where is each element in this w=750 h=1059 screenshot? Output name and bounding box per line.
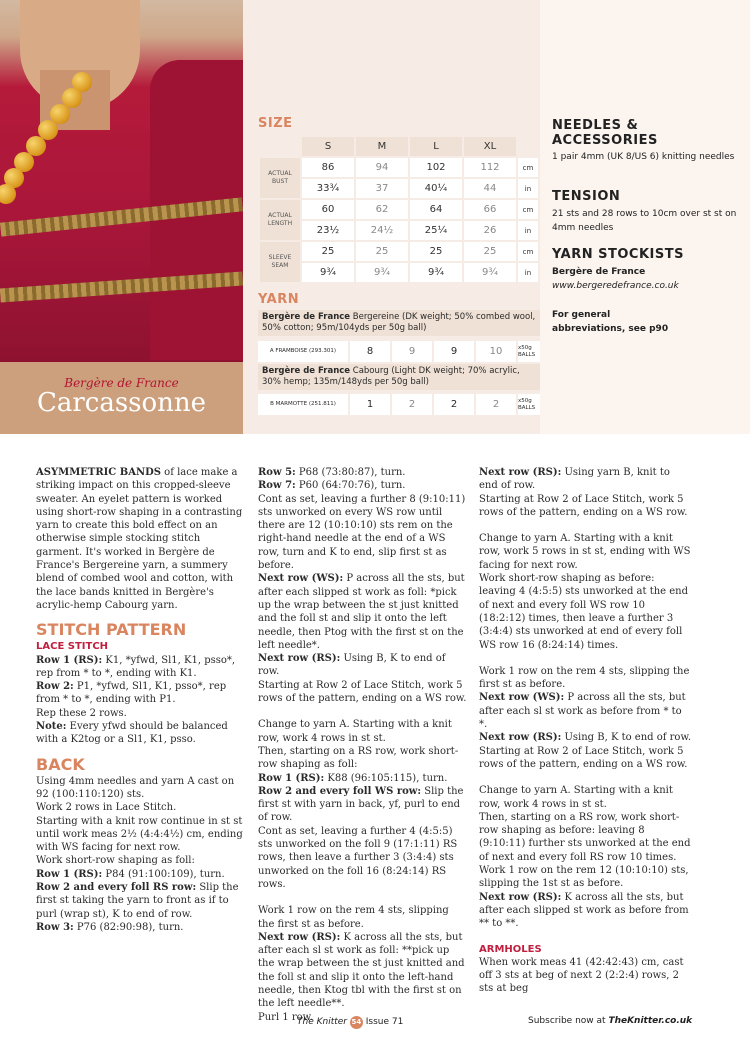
- row-label: ACTUAL BUST: [260, 158, 300, 198]
- row-label: Row 7:: [258, 480, 296, 492]
- armholes-heading: ARMHOLES: [479, 943, 542, 955]
- column-3: [479, 466, 691, 996]
- size-cell: 9¾: [464, 263, 516, 282]
- instruction-row: [479, 731, 691, 744]
- instruction-row: [36, 868, 244, 881]
- instruction-row: Purl 1 row.: [258, 1011, 314, 1023]
- instruction-row: [36, 881, 244, 921]
- row-text: P across all the sts, but after each slipped st work as foll: *pick up the wrap between the st just knitted and the foll st and slip it onto the left needle, then Ptog with the first st on the left needle*.: [258, 573, 465, 651]
- instruction-row: Starting at Row 2 of Lace Stitch, work 5 rows of the pattern, ending on a WS row.: [258, 679, 467, 705]
- column-2: [258, 466, 468, 1024]
- row-text: K88 (96:105:115), turn.: [324, 772, 448, 784]
- row-label: Next row (WS):: [258, 573, 344, 585]
- instruction-row: Starting at Row 2 of Lace Stitch, work 5 rows of the pattern, ending on a WS row.: [479, 745, 688, 770]
- tension-heading: TENSION: [552, 189, 621, 204]
- yarn-unit: x50g BALLS: [518, 341, 540, 362]
- unit-label: cm: [518, 158, 538, 177]
- size-cell: 37: [356, 179, 408, 198]
- size-cell: 112: [464, 158, 516, 177]
- yarn-qty: 9: [392, 341, 432, 362]
- instruction-row: Starting at Row 2 of Lace Stitch, work 5 rows of the pattern, ending on a WS row.: [479, 493, 688, 518]
- row-label: Next row (RS):: [258, 931, 341, 943]
- unit-label: in: [518, 221, 538, 240]
- instruction-row: Work 1 row on the rem 4 sts, slipping the first st as before.: [479, 665, 690, 691]
- yarn-qty: 2: [392, 394, 432, 415]
- instruction-row: [479, 891, 691, 931]
- row-text: Using yarn B, knit to end of row.: [479, 467, 670, 492]
- instruction-row: Work short-row shaping as foll:: [36, 855, 195, 867]
- row-label: Row 1 (RS):: [36, 654, 103, 666]
- instruction-row: Work 1 row on the rem 12 (10:10:10) sts, slipping the 1st st as before.: [479, 865, 689, 890]
- instruction-row: [258, 479, 468, 492]
- instruction-row: Cont as set, leaving a further 4 (4:5:5) sts unworked on the foll 9 (17:1:11) RS rows, then leave a further 3 (3:4:4) sts unworked on the foll 16 (8:24:14) RS rows.: [258, 825, 458, 890]
- row-text: K across all the sts, but after each slipped st work as before from ** to **.: [479, 891, 689, 930]
- size-cell: 25: [410, 242, 462, 261]
- page-number: 54: [350, 1016, 363, 1029]
- instruction-row: [36, 921, 244, 934]
- row-label: Row 5:: [258, 467, 296, 478]
- footer-subscribe: [528, 1016, 692, 1026]
- instruction-row: [258, 572, 468, 652]
- instruction-row: Then, starting on a RS row, work short-row shaping as foll:: [258, 745, 459, 771]
- row-text: Slip the first st taking the yarn to front as if to purl (wrap st), K to end of row.: [36, 882, 239, 920]
- row-text: P76 (82:90:98), turn.: [73, 921, 184, 933]
- yarn-qty: 1: [350, 394, 390, 415]
- intro-text: of lace make a striking impact on this cropped-sleeve sweater. An eyelet pattern is worked using short-row shaping in a contrasting yarn to create this bold effect on an otherwise simple stocking stitch garment. It's worked in Bergère de France's Bergereine yarn, a summery blend of combed wool and cotton, with the lace bands knitted in Bergère's acrylic-hemp Cabourg yarn.: [36, 467, 243, 611]
- yarn-a-row: [258, 341, 540, 362]
- size-cell: 33¾: [302, 179, 354, 198]
- instruction-row: [258, 652, 468, 679]
- yarn-heading: YARN: [258, 292, 300, 307]
- yarn-desc-text: Bergereine (DK weight; 50% combed wool, 50% cotton; 95m/104yds per 50g ball): [262, 312, 536, 333]
- instruction-row: Rep these 2 rows.: [36, 707, 127, 719]
- column-1: [36, 466, 244, 934]
- yarn-color-label: B MARMOTTE (251.811): [258, 394, 348, 415]
- size-cell: 25: [356, 242, 408, 261]
- instruction-row: [258, 772, 468, 785]
- needles-text: 1 pair 4mm (UK 8/US 6) knitting needles: [552, 152, 735, 162]
- size-col: M: [356, 137, 408, 156]
- needles-heading: NEEDLES & ACCESSORIES: [552, 118, 658, 148]
- intro-lead: ASYMMETRIC BANDS: [36, 467, 161, 478]
- issue-number: Issue 71: [365, 1017, 404, 1027]
- row-label: Row 1 (RS):: [36, 868, 103, 880]
- instruction-row: [258, 785, 468, 825]
- instruction-row: [479, 466, 691, 493]
- pattern-title: Carcassonne: [36, 388, 207, 418]
- instruction-row: [36, 720, 244, 747]
- stockists-heading: YARN STOCKISTS: [552, 247, 684, 262]
- row-text: Using B, K to end of row.: [561, 732, 692, 744]
- row-text: P1, *yfwd, Sl1, K1, psso*, rep from * to *, ending with P1.: [36, 681, 227, 706]
- size-cell: 60: [302, 200, 354, 219]
- size-col: L: [410, 137, 462, 156]
- magazine-name: The Knitter: [297, 1017, 348, 1027]
- yarn-unit: x50g BALLS: [518, 394, 540, 415]
- intro-paragraph: [36, 466, 244, 612]
- size-heading: SIZE: [258, 116, 293, 131]
- instruction-row: Change to yarn A. Starting with a knit row, work 4 rows in st st.: [479, 785, 673, 810]
- size-cell: 102: [410, 158, 462, 177]
- row-text: P60 (64:70:76), turn.: [295, 480, 406, 492]
- yarn-qty: 2: [476, 394, 516, 415]
- instruction-row: [479, 691, 691, 731]
- size-col: XL: [464, 137, 516, 156]
- lace-stitch-heading: LACE STITCH: [36, 641, 109, 653]
- necklace: [0, 72, 100, 212]
- size-col: S: [302, 137, 354, 156]
- size-cell: 62: [356, 200, 408, 219]
- row-text: Using B, K to end of row.: [258, 653, 446, 678]
- row-label: Row 3:: [36, 921, 74, 933]
- sweater-photo: [0, 0, 243, 362]
- row-label: Row 2 and every foll WS row:: [258, 785, 422, 797]
- size-cell: 40¼: [410, 179, 462, 198]
- stockist-link[interactable]: www.bergeredefrance.co.uk: [552, 281, 679, 291]
- row-label: Row 2 and every foll RS row:: [36, 882, 197, 894]
- yarn-qty: 9: [434, 341, 474, 362]
- instruction-row: Starting with a knit row continue in st st until work meas 2½ (4:4:4½) cm, ending with WS facing for next row.: [36, 815, 243, 854]
- row-label: ACTUAL LENGTH: [260, 200, 300, 240]
- size-cell: 25: [302, 242, 354, 261]
- subscribe-link[interactable]: TheKnitter.co.uk: [608, 1016, 693, 1026]
- row-label: Note:: [36, 721, 67, 733]
- row-text: P across all the sts, but after each sl st work as before from * to *.: [479, 692, 686, 731]
- instruction-row: Work 1 row on the rem 4 sts, slipping the first st as before.: [258, 905, 449, 930]
- row-label: Next row (RS):: [479, 891, 562, 903]
- row-text: P84 (91:100:109), turn.: [102, 868, 225, 880]
- instruction-row: Work short-row shaping as before: leaving 4 (4:5:5) sts unworked at the end of next and every foll WS row 10 (18:2:12) times, then leave a further 3 (3:4:4) sts unworked at end of every foll WS row 16 (8:24:14) times.: [479, 573, 689, 651]
- row-text: Every yfwd should be balanced with a K2tog or a Sl1, K1, psso.: [36, 721, 228, 746]
- size-cell: 86: [302, 158, 354, 177]
- instruction-row: When work meas 41 (42:42:43) cm, cast off 3 sts at beg of next 2 (2:2:4) rows, 2 sts at beg: [479, 956, 684, 995]
- stockist-name: Bergère de France: [552, 267, 646, 277]
- footer-issue: [297, 1016, 403, 1029]
- row-text: K1, *yfwd, Sl1, K1, psso*, rep from * to *, ending with K1.: [36, 654, 236, 679]
- size-cell: 24½: [356, 221, 408, 240]
- row-text: Slip the first st with yarn in back, yf, purl to end of row.: [258, 785, 464, 824]
- size-cell: 25¼: [410, 221, 462, 240]
- design-brand: Bergère de France: [64, 376, 179, 390]
- instruction-row: [258, 931, 468, 1011]
- row-text: K across all the sts, but after each sl st work as foll: **pick up the wrap between the st just knitted and the foll st and slip it onto the left-hand needle, then Ktog tbl with the first st on the left needle**.: [258, 931, 465, 1010]
- yarn-a-description: [258, 310, 540, 336]
- yarn-b-row: [258, 394, 540, 415]
- unit-label: in: [518, 263, 538, 282]
- subscribe-text: Subscribe now at: [528, 1016, 606, 1026]
- unit-label: cm: [518, 242, 538, 261]
- yarn-b-description: [258, 364, 540, 390]
- row-label: Row 1 (RS):: [258, 772, 325, 784]
- size-cell: 66: [464, 200, 516, 219]
- instruction-row: [36, 680, 244, 707]
- instruction-row: Work 2 rows in Lace Stitch.: [36, 802, 177, 814]
- instruction-row: Then, starting on a RS row, work short-row shaping as before: leaving 8 (9:10:11) further sts unworked at the end of next and every foll RS row 10 times.: [479, 811, 691, 863]
- row-label: Next row (WS):: [479, 692, 565, 704]
- yarn-brand: Bergère de France: [262, 366, 351, 376]
- row-label: Next row (RS):: [258, 653, 341, 665]
- stitch-pattern-heading: STITCH PATTERN: [36, 620, 187, 640]
- instruction-row: Using 4mm needles and yarn A cast on 92 (100:110:120) sts.: [36, 775, 235, 800]
- size-cell: 9¾: [410, 263, 462, 282]
- unit-label: in: [518, 179, 538, 198]
- yarn-qty: 10: [476, 341, 516, 362]
- yarn-brand: Bergère de France: [262, 312, 351, 322]
- tension-text: 21 sts and 28 rows to 10cm over st st on 4mm needles: [552, 209, 737, 233]
- size-cell: 64: [410, 200, 462, 219]
- instruction-row: Change to yarn A. Starting with a knit row, work 5 rows in st st, ending with WS facing for next row.: [479, 533, 691, 571]
- size-cell: 9¾: [302, 263, 354, 282]
- instruction-row: Cont as set, leaving a further 8 (9:10:11) sts unworked on every WS row until there are 12 (10:10:10) sts rem on the right-hand needle at the end of a WS row, turn and K to end, slip first st as before.: [258, 493, 466, 572]
- row-label: Next row (RS):: [479, 732, 562, 744]
- instruction-row: [36, 654, 244, 681]
- size-table: [258, 135, 540, 284]
- row-label: Row 2:: [36, 681, 74, 693]
- row-label: Next row (RS):: [479, 467, 562, 478]
- back-heading: BACK: [36, 754, 85, 774]
- size-cell: 25: [464, 242, 516, 261]
- instruction-row: Change to yarn A. Starting with a knit row, work 4 rows in st st.: [258, 719, 452, 744]
- yarn-desc-text: Cabourg (Light DK weight; 70% acrylic, 30% hemp; 135m/148yds per 50g ball): [262, 366, 520, 387]
- size-cell: 94: [356, 158, 408, 177]
- size-cell: 23½: [302, 221, 354, 240]
- abbreviations-note: For general abbreviations, see p90: [552, 310, 669, 334]
- row-label: SLEEVE SEAM: [260, 242, 300, 282]
- size-cell: 9¾: [356, 263, 408, 282]
- yarn-qty: 8: [350, 341, 390, 362]
- size-cell: 26: [464, 221, 516, 240]
- unit-label: cm: [518, 200, 538, 219]
- yarn-qty: 2: [434, 394, 474, 415]
- instruction-row: [258, 466, 468, 479]
- yarn-color-label: A FRAMBOISE (293.301): [258, 341, 348, 362]
- row-text: P68 (73:80:87), turn.: [295, 467, 406, 478]
- size-cell: 44: [464, 179, 516, 198]
